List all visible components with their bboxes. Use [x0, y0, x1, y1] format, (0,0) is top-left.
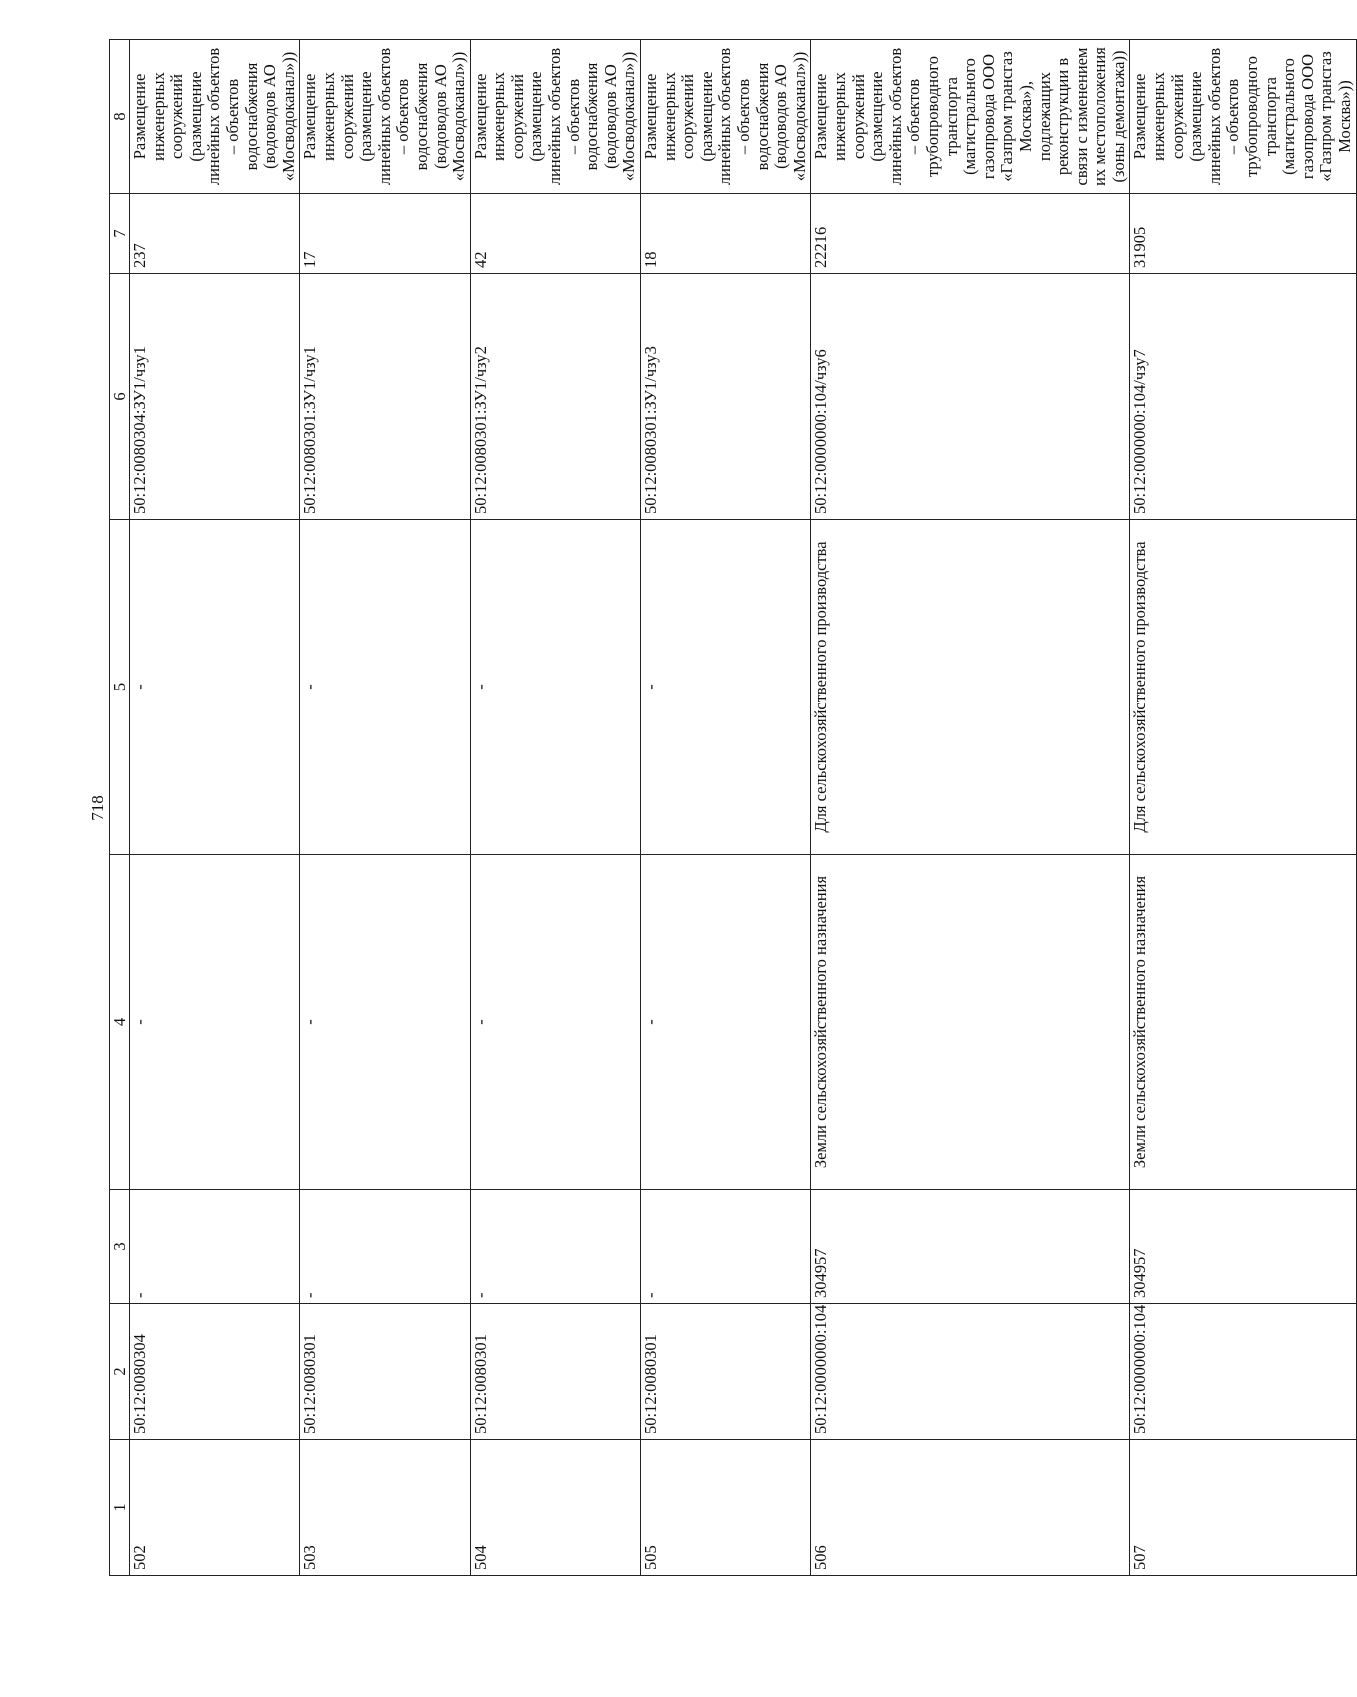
land-category: - — [130, 855, 300, 1190]
part-designation: 50:12:0000000:104/чзу7 — [1130, 274, 1356, 520]
table-row — [641, 40, 811, 1576]
part-area: 17 — [300, 194, 470, 274]
plot-area: - — [300, 1190, 470, 1304]
purpose-description: Размещение инженерных сооружений (размещение линейных объектов – объектов трубопроводного транспорта (магистрального газопровода ООО «Газпром трансгаз Москва»), подлежащих реконструкции в связи с изменением их местоположения (зоны демонтажа)) — [811, 40, 1130, 194]
plot-area: 304957 — [811, 1190, 1130, 1304]
permitted-use: - — [470, 520, 640, 855]
header-row — [110, 40, 130, 1576]
table-row — [300, 40, 470, 1576]
purpose-description: Размещение инженерных сооружений (размещение линейных объектов – объектов водоснабжения (водоводов АО «Мосводоканал»)) — [300, 40, 470, 194]
plot-area: 304957 — [1130, 1190, 1356, 1304]
part-area: 18 — [641, 194, 811, 274]
land-plots-table — [109, 39, 1357, 1576]
land-category: Земли сельскохозяйственного назначения — [1130, 855, 1356, 1190]
cadastral-quarter: 50:12:0000000:104 — [1130, 1304, 1356, 1440]
cadastral-quarter: 50:12:0080304 — [130, 1304, 300, 1440]
rotated-content — [88, 40, 1354, 1576]
permitted-use: - — [641, 520, 811, 855]
part-designation: 50:12:0080301:ЗУ1/чзу2 — [470, 274, 640, 520]
part-area: 42 — [470, 194, 640, 274]
land-category: - — [641, 855, 811, 1190]
permitted-use: Для сельскохозяйственного производства — [811, 520, 1130, 855]
part-area: 237 — [130, 194, 300, 274]
land-category: - — [470, 855, 640, 1190]
land-category: - — [300, 855, 470, 1190]
cadastral-quarter: 50:12:0080301 — [470, 1304, 640, 1440]
plot-area: - — [470, 1190, 640, 1304]
permitted-use: - — [300, 520, 470, 855]
row-number: 505 — [641, 1440, 811, 1576]
purpose-description: Размещение инженерных сооружений (размещение линейных объектов – объектов водоснабжения (водоводов АО «Мосводоканал»)) — [641, 40, 811, 194]
column-header: 5 — [110, 520, 130, 855]
part-area: 31905 — [1130, 194, 1356, 274]
row-number: 504 — [470, 1440, 640, 1576]
column-header: 7 — [110, 194, 130, 274]
row-number: 506 — [811, 1440, 1130, 1576]
row-number: 503 — [300, 1440, 470, 1576]
part-designation: 50:12:0000000:104/чзу6 — [811, 274, 1130, 520]
column-header: 2 — [110, 1304, 130, 1440]
column-header: 3 — [110, 1190, 130, 1304]
plot-area: - — [130, 1190, 300, 1304]
row-number: 507 — [1130, 1440, 1356, 1576]
table-row — [811, 40, 1130, 1576]
cadastral-quarter: 50:12:0080301 — [641, 1304, 811, 1440]
cadastral-quarter: 50:12:0080301 — [300, 1304, 470, 1440]
column-header: 8 — [110, 40, 130, 194]
column-header: 6 — [110, 274, 130, 520]
part-designation: 50:12:0080304:ЗУ1/чзу1 — [130, 274, 300, 520]
part-designation: 50:12:0080301:ЗУ1/чзу1 — [300, 274, 470, 520]
purpose-description: Размещение инженерных сооружений (размещение линейных объектов – объектов трубопроводного транспорта (магистрального газопровода ООО «Газпром трансгаз Москва»)) — [1130, 40, 1356, 194]
plot-area: - — [641, 1190, 811, 1304]
part-area: 22216 — [811, 194, 1130, 274]
land-category: Земли сельскохозяйственного назначения — [811, 855, 1130, 1190]
table-row — [470, 40, 640, 1576]
part-designation: 50:12:0080301:ЗУ1/чзу3 — [641, 274, 811, 520]
cadastral-quarter: 50:12:0000000:104 — [811, 1304, 1130, 1440]
table-row — [130, 40, 300, 1576]
column-header: 1 — [110, 1440, 130, 1576]
permitted-use: - — [130, 520, 300, 855]
row-number: 502 — [130, 1440, 300, 1576]
purpose-description: Размещение инженерных сооружений (размещение линейных объектов – объектов водоснабжения (водоводов АО «Мосводоканал»)) — [130, 40, 300, 194]
table-row — [1130, 40, 1356, 1576]
permitted-use: Для сельскохозяйственного производства — [1130, 520, 1356, 855]
column-header: 4 — [110, 855, 130, 1190]
page-number: 718 — [88, 795, 107, 821]
purpose-description: Размещение инженерных сооружений (размещение линейных объектов – объектов водоснабжения (водоводов АО «Мосводоканал»)) — [470, 40, 640, 194]
